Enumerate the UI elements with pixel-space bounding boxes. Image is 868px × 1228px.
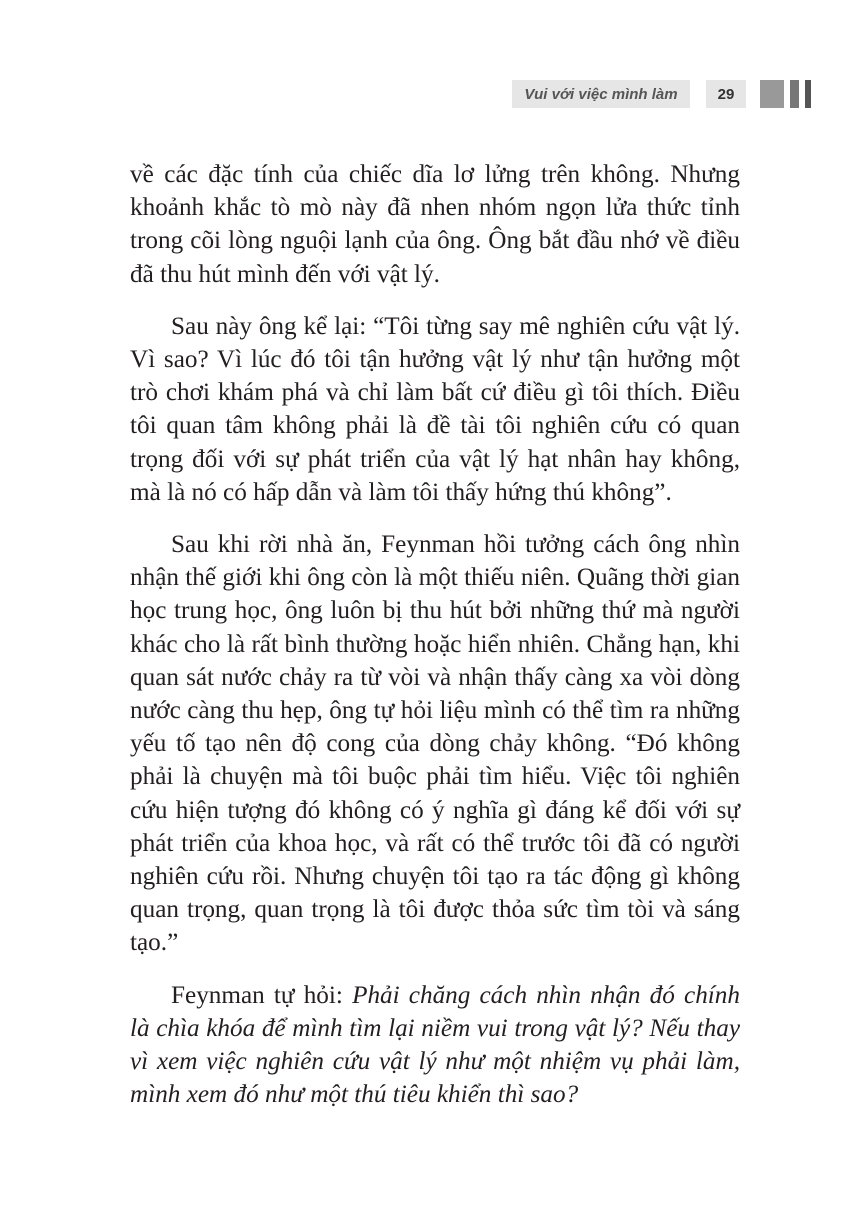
paragraph-4-italic: Phải chăng cách nhìn nhận đó chính là chìa khóa để mình tìm lại niềm vui trong vật lý? Nếu thay vì xem việc nghiên cứu vật lý như một nhiệm vụ phải làm, mình xem đó như một thú tiêu khiển thì sao? <box>130 981 740 1109</box>
paragraph-3: Sau khi rời nhà ăn, Feynman hồi tưởng cách ông nhìn nhận thế giới khi ông còn là một thiếu niên. Quãng thời gian học trung học, ông luôn bị thu hút bởi những thứ mà người khác cho là rất bình thường hoặc hiển nhiên. Chẳng hạn, khi quan sát nước chảy ra từ vòi và nhận thấy càng xa vòi dòng nước càng thu hẹp, ông tự hỏi liệu mình có thể tìm ra những yếu tố tạo nên độ cong của dòng chảy không. “Đó không phải là chuyện mà tôi buộc phải tìm hiểu. Việc tôi nghiên cứu hiện tượng đó không có ý nghĩa gì đáng kể đối với sự phát triển của khoa học, và rất có thể trước tôi đã có người nghiên cứu rồi. Nhưng chuyện tôi tạo ra tác động gì không quan trọng, quan trọng là tôi được thỏa sức tìm tòi và sáng tạo.” <box>130 531 740 957</box>
page-number: 29 <box>706 80 746 108</box>
paragraph-1: về các đặc tính của chiếc dĩa lơ lửng trên không. Nhưng khoảnh khắc tò mò này đã nhen nhóm ngọn lửa thức tỉnh trong cõi lòng nguội lạnh của ông. Ông bắt đầu nhớ về điều đã thu hút mình đến với vật lý. <box>130 161 740 288</box>
running-header <box>512 80 811 108</box>
thumb-tab-bar <box>790 80 799 108</box>
paragraph-4-lead: Feynman tự hỏi: <box>171 981 353 1009</box>
thumb-tab-bar-last <box>805 80 811 108</box>
paragraph-2: Sau này ông kể lại: “Tôi từng say mê nghiên cứu vật lý. Vì sao? Vì lúc đó tôi tận hưởng vật lý như tận hưởng một trò chơi khám phá và chỉ làm bất cứ điều gì tôi thích. Điều tôi quan tâm không phải là đề tài tôi nghiên cứu có quan trọng đối với sự phát triển của vật lý hạt nhân hay không, mà là nó có hấp dẫn và làm tôi thấy hứng thú không”. <box>130 312 740 506</box>
chapter-title: Vui với việc mình làm <box>512 80 690 108</box>
thumb-tab-block <box>760 80 784 108</box>
paragraph-4 <box>130 979 740 1112</box>
page-body <box>130 158 740 1130</box>
